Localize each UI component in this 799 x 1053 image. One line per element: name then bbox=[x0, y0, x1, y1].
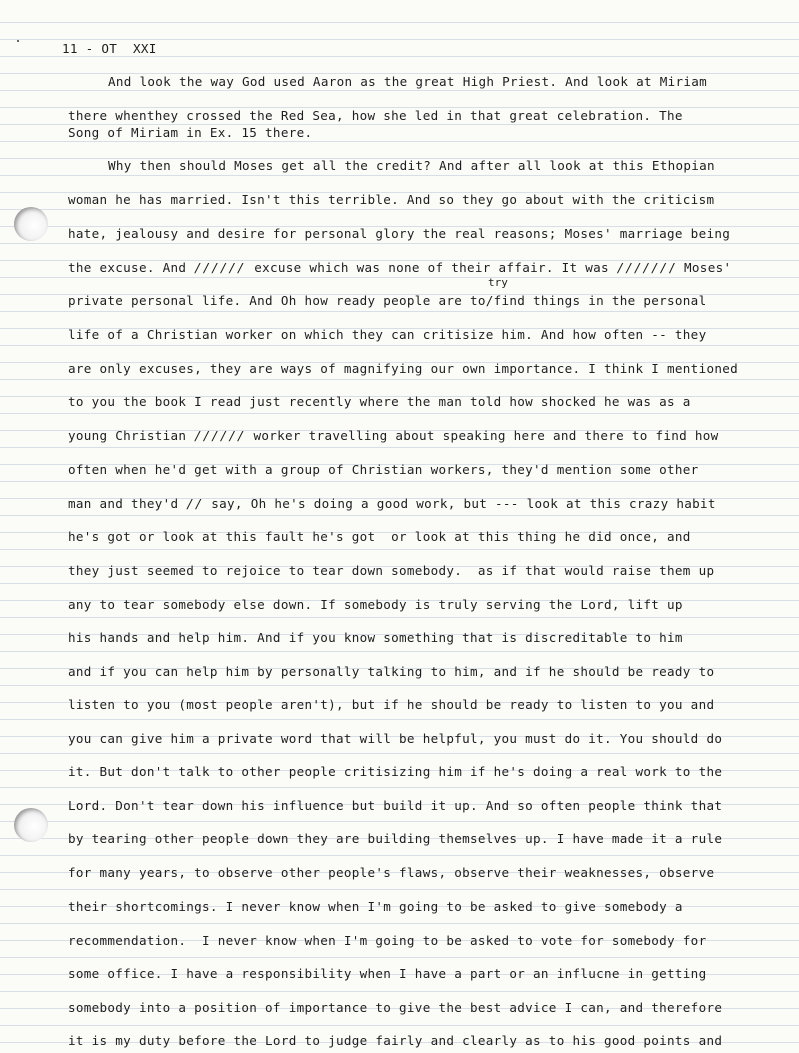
handwritten-insertion: try bbox=[488, 276, 508, 289]
text-line bbox=[68, 192, 714, 208]
text-line bbox=[108, 74, 707, 90]
line-text: Why then should Moses get all the credit? And after all look at this Ethopian bbox=[108, 158, 715, 173]
line-text: his hands and help him. And if you know something that is discreditable to him bbox=[68, 630, 683, 645]
line-text: any to tear somebody else down. If somebody is truly serving the Lord, lift up bbox=[68, 597, 683, 612]
text-line bbox=[68, 462, 699, 478]
text-line bbox=[68, 1033, 722, 1049]
line-text: woman he has married. Isn't this terrible. And so they go about with the criticism bbox=[68, 192, 715, 207]
line-text: it is my duty before the Lord to judge fairly and clearly as to his good points and bbox=[68, 1033, 723, 1048]
text-line bbox=[68, 731, 722, 747]
text-line bbox=[108, 158, 715, 174]
text-line bbox=[68, 664, 714, 680]
text-line bbox=[68, 108, 683, 124]
text-line bbox=[68, 865, 714, 881]
line-text: hate, jealousy and desire for personal glory the real reasons; Moses' marriage being bbox=[68, 226, 731, 241]
line-text: he's got or look at this fault he's got or look at this thing he did once, and bbox=[68, 529, 691, 544]
text-line bbox=[68, 428, 719, 444]
page-header: 11 - OT XXI bbox=[62, 41, 157, 56]
text-line bbox=[68, 764, 722, 780]
text-line bbox=[68, 125, 312, 141]
struck-out-text: ////// bbox=[194, 428, 246, 443]
line-text: and if you can help him by personally talking to him, and if he should be ready to bbox=[68, 664, 715, 679]
text-line bbox=[68, 529, 691, 545]
line-text: to you the book I read just recently where the man told how shocked he was as a bbox=[68, 394, 691, 409]
text-line bbox=[68, 327, 706, 343]
line-text: the excuse. And bbox=[68, 260, 195, 275]
line-text: there whenthey crossed the Red Sea, how she led in that great celebration. The bbox=[68, 108, 683, 123]
text-line bbox=[68, 1000, 722, 1016]
margin-mark bbox=[17, 40, 19, 42]
line-text: by tearing other people down they are building themselves up. I have made it a rule bbox=[68, 831, 723, 846]
text-line bbox=[68, 361, 738, 377]
text-line bbox=[68, 597, 683, 613]
text-line bbox=[68, 293, 706, 309]
line-text: Lord. Don't tear down his influence but build it up. And so often people think that bbox=[68, 798, 723, 813]
text-line bbox=[68, 630, 683, 646]
line-text: somebody into a position of importance to give the best advice I can, and therefore bbox=[68, 1000, 723, 1015]
text-line bbox=[68, 260, 731, 276]
line-text: worker travelling about speaking here and there to find how bbox=[245, 428, 719, 443]
line-text: young Christian bbox=[68, 428, 195, 443]
line-text: / Moses' bbox=[668, 260, 732, 275]
text-line bbox=[68, 563, 714, 579]
line-text: for many years, to observe other people's flaws, observe their weaknesses, observe bbox=[68, 865, 715, 880]
punch-hole-bottom bbox=[14, 808, 48, 842]
line-text: say, Oh he's doing a good work, but --- look at this crazy habit bbox=[203, 496, 716, 511]
line-text: you can give him a private word that will be helpful, you must do it. You should do bbox=[68, 731, 723, 746]
text-line bbox=[68, 226, 730, 242]
line-text: life of a Christian worker on which they can critisize him. And how often -- they bbox=[68, 327, 707, 342]
line-text: are only excuses, they are ways of magnifying our own importance. I think I mentioned bbox=[68, 361, 738, 376]
struck-out-text: ////// bbox=[194, 260, 255, 275]
line-text: And look the way God used Aaron as the great High Priest. And look at Miriam bbox=[108, 74, 708, 89]
struck-out-text: ////// bbox=[616, 260, 669, 275]
text-line bbox=[68, 966, 706, 982]
line-text: Song of Miriam in Ex. 15 there. bbox=[68, 125, 313, 140]
line-text: excuse which was none of their affair. It was bbox=[254, 260, 617, 275]
line-text: often when he'd get with a group of Christian workers, they'd mention some other bbox=[68, 462, 699, 477]
text-line bbox=[68, 697, 714, 713]
line-text: some office. I have a responsibility when I have a part or an influcne in getting bbox=[68, 966, 707, 981]
line-text: private personal life. And Oh how ready people are to/find things in the personal bbox=[68, 293, 707, 308]
text-line bbox=[68, 933, 706, 949]
line-text: man and they'd bbox=[68, 496, 187, 511]
text-line bbox=[68, 899, 683, 915]
text-line bbox=[68, 496, 716, 512]
line-text: it. But don't talk to other people critisizing him if he's doing a real work to the bbox=[68, 764, 723, 779]
text-line bbox=[68, 831, 722, 847]
text-line bbox=[68, 798, 722, 814]
line-text: their shortcomings. I never know when I'm going to be asked to give somebody a bbox=[68, 899, 683, 914]
text-line bbox=[68, 394, 691, 410]
line-text: recommendation. I never know when I'm going to be asked to vote for somebody for bbox=[68, 933, 707, 948]
line-text: listen to you (most people aren't), but if he should be ready to listen to you and bbox=[68, 697, 715, 712]
struck-out-text: // bbox=[186, 496, 204, 511]
line-text: they just seemed to rejoice to tear down somebody. as if that would raise them up bbox=[68, 563, 715, 578]
punch-hole-top bbox=[14, 207, 48, 241]
